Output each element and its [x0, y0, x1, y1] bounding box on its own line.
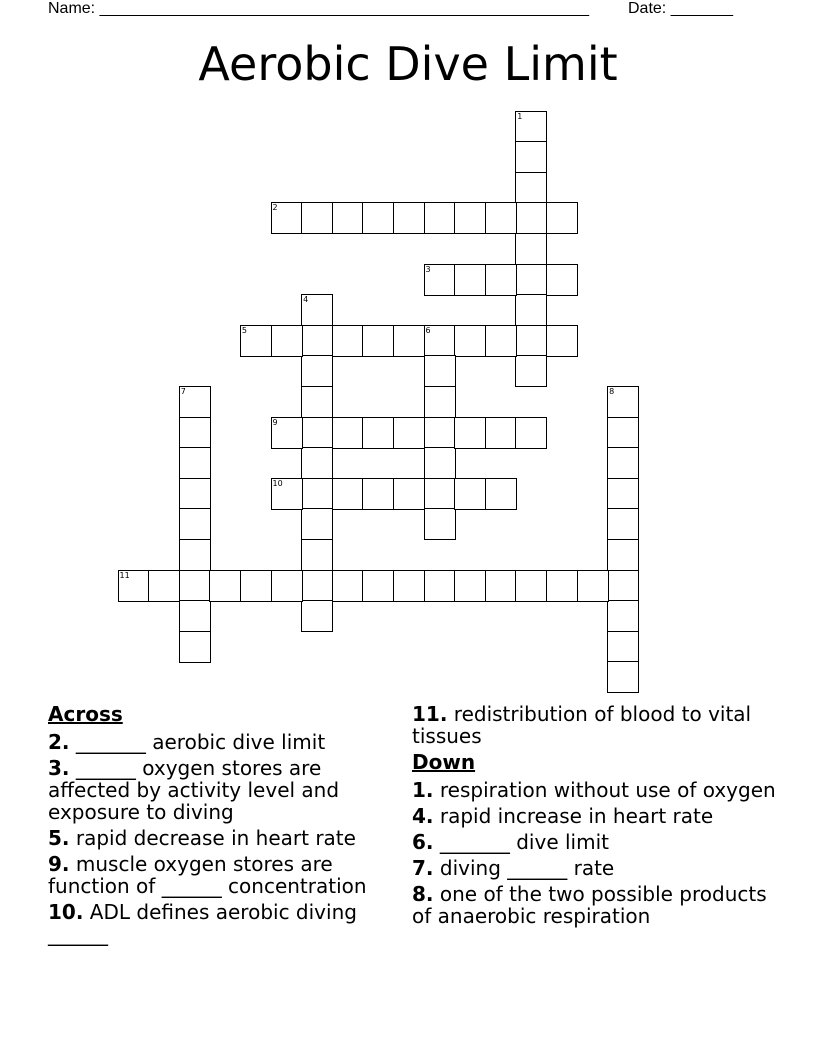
grid-cell[interactable]	[240, 570, 272, 602]
clue-number-label: 2	[272, 203, 278, 213]
grid-cell[interactable]	[515, 264, 547, 296]
grid-cell[interactable]	[148, 570, 180, 602]
grid-cell[interactable]	[424, 478, 456, 510]
grid-cell[interactable]	[271, 417, 303, 449]
grid-cell[interactable]	[424, 570, 456, 602]
puzzle-title: Aerobic Dive Limit	[198, 37, 618, 91]
grid-cell[interactable]	[515, 294, 547, 326]
grid-cell[interactable]	[301, 447, 333, 479]
clue-text: _______ dive limit	[439, 830, 609, 854]
grid-cell[interactable]	[240, 325, 272, 357]
clue-number-label: 7	[180, 386, 186, 396]
grid-cell[interactable]	[607, 417, 639, 449]
clue-text: rapid increase in heart rate	[439, 804, 714, 828]
clue-down-1	[412, 779, 782, 801]
grid-cell[interactable]	[515, 325, 547, 357]
grid-cell[interactable]	[515, 141, 547, 173]
grid-cell[interactable]	[485, 325, 517, 357]
clue-text: ADL defines aerobic diving ______	[48, 900, 357, 946]
clue-text: ______ oxygen stores are affected by activity level and exposure to diving	[48, 756, 340, 824]
clue-number: 10.	[48, 900, 84, 924]
grid-cell[interactable]	[271, 202, 303, 234]
clue-across-10	[48, 901, 393, 945]
grid-cell[interactable]	[301, 539, 333, 571]
grid-cell[interactable]	[362, 417, 394, 449]
grid-cell[interactable]	[454, 417, 486, 449]
clue-number-label: 11	[119, 570, 130, 580]
clue-down-4	[412, 805, 782, 827]
grid-cell[interactable]	[179, 386, 211, 418]
grid-cell[interactable]	[546, 202, 578, 234]
grid-cell[interactable]	[118, 570, 150, 602]
grid-cell[interactable]	[301, 600, 333, 632]
grid-cell[interactable]	[454, 325, 486, 357]
clue-across-5	[48, 827, 393, 849]
clue-number-label: 8	[609, 386, 615, 396]
date-field[interactable]: Date: _______	[628, 0, 733, 17]
clue-number: 7.	[412, 856, 434, 880]
grid-cell[interactable]	[271, 570, 303, 602]
grid-cell[interactable]	[485, 478, 517, 510]
grid-cell[interactable]	[393, 325, 425, 357]
clue-text: muscle oxygen stores are function of ______ concentration	[48, 852, 367, 898]
grid-cell[interactable]	[424, 447, 456, 479]
grid-cell[interactable]	[301, 508, 333, 540]
grid-cell[interactable]	[332, 202, 364, 234]
clue-text: diving ______ rate	[439, 856, 615, 880]
grid-cell[interactable]	[607, 447, 639, 479]
grid-cell[interactable]	[179, 508, 211, 540]
grid-cell[interactable]	[607, 631, 639, 663]
grid-cell[interactable]	[607, 478, 639, 510]
grid-cell[interactable]	[485, 202, 517, 234]
grid-cell[interactable]	[179, 447, 211, 479]
clue-number: 2.	[48, 730, 70, 754]
clue-across-2	[48, 731, 393, 753]
clue-down-7	[412, 857, 782, 879]
grid-cell[interactable]	[607, 600, 639, 632]
grid-cell[interactable]	[454, 202, 486, 234]
grid-cell[interactable]	[301, 355, 333, 387]
clue-number-label: 10	[272, 478, 283, 488]
clue-number-label: 6	[425, 325, 431, 335]
grid-cell[interactable]	[393, 202, 425, 234]
grid-cell[interactable]	[271, 325, 303, 357]
clue-number: 8.	[412, 882, 434, 906]
grid-cell[interactable]	[179, 478, 211, 510]
grid-cell[interactable]	[301, 478, 333, 510]
grid-cell[interactable]	[515, 172, 547, 204]
grid-cell[interactable]	[515, 355, 547, 387]
grid-cell[interactable]	[271, 478, 303, 510]
grid-cell[interactable]	[362, 202, 394, 234]
grid-cell[interactable]	[424, 355, 456, 387]
grid-cell[interactable]	[209, 570, 241, 602]
grid-cell[interactable]	[485, 264, 517, 296]
name-field[interactable]: Name: _______________________________________________________	[48, 0, 589, 17]
clues-right-column	[412, 703, 782, 931]
grid-cell[interactable]	[515, 570, 547, 602]
grid-cell[interactable]	[362, 570, 394, 602]
grid-cell[interactable]	[515, 233, 547, 265]
clue-text: one of the two possible products of anaerobic respiration	[412, 882, 767, 928]
clue-text: respiration without use of oxygen	[439, 778, 776, 802]
clue-number: 3.	[48, 756, 70, 780]
grid-cell[interactable]	[424, 264, 456, 296]
down-heading: Down	[412, 750, 476, 774]
clue-across-9	[48, 853, 393, 897]
grid-cell[interactable]	[607, 539, 639, 571]
grid-cell[interactable]	[607, 508, 639, 540]
grid-cell[interactable]	[362, 478, 394, 510]
grid-cell[interactable]	[179, 600, 211, 632]
grid-cell[interactable]	[424, 508, 456, 540]
grid-cell[interactable]	[301, 294, 333, 326]
grid-cell[interactable]	[179, 417, 211, 449]
grid-cell[interactable]	[546, 264, 578, 296]
grid-cell[interactable]	[424, 386, 456, 418]
grid-cell[interactable]	[362, 325, 394, 357]
grid-cell[interactable]	[454, 570, 486, 602]
grid-cell[interactable]	[332, 478, 364, 510]
clue-number-label: 5	[241, 325, 247, 335]
grid-cell[interactable]	[179, 539, 211, 571]
grid-cell[interactable]	[515, 202, 547, 234]
grid-cell[interactable]	[454, 264, 486, 296]
across-heading: Across	[48, 702, 123, 726]
clue-down-6	[412, 831, 782, 853]
grid-cell[interactable]	[485, 417, 517, 449]
clue-text: _______ aerobic dive limit	[75, 730, 326, 754]
clue-number: 11.	[412, 702, 448, 726]
grid-cell[interactable]	[301, 386, 333, 418]
grid-cell[interactable]	[301, 325, 333, 357]
grid-cell[interactable]	[393, 570, 425, 602]
clues-left-column	[48, 703, 393, 949]
grid-cell[interactable]	[393, 478, 425, 510]
clue-down-8	[412, 883, 782, 927]
grid-cell[interactable]	[179, 631, 211, 663]
grid-cell[interactable]	[424, 202, 456, 234]
grid-cell[interactable]	[546, 325, 578, 357]
grid-cell[interactable]	[424, 325, 456, 357]
clue-number: 4.	[412, 804, 434, 828]
grid-cell[interactable]	[301, 202, 333, 234]
clue-across-3	[48, 757, 393, 823]
clue-number-label: 9	[272, 417, 278, 427]
grid-cell[interactable]	[454, 478, 486, 510]
grid-cell[interactable]	[515, 111, 547, 143]
grid-cell[interactable]	[424, 417, 456, 449]
clue-number: 1.	[412, 778, 434, 802]
grid-cell[interactable]	[485, 570, 517, 602]
grid-cell[interactable]	[577, 570, 609, 602]
grid-cell[interactable]	[607, 570, 639, 602]
grid-cell[interactable]	[607, 661, 639, 693]
clue-number-label: 3	[425, 264, 431, 274]
clue-number: 9.	[48, 852, 70, 876]
clue-number: 6.	[412, 830, 434, 854]
clue-number: 5.	[48, 826, 70, 850]
grid-cell[interactable]	[393, 417, 425, 449]
grid-cell[interactable]	[332, 570, 364, 602]
grid-cell[interactable]	[515, 417, 547, 449]
clue-number-label: 4	[303, 295, 309, 305]
clue-text: redistribution of blood to vital tissues	[412, 702, 752, 748]
grid-cell[interactable]	[301, 417, 333, 449]
grid-cell[interactable]	[546, 570, 578, 602]
grid-cell[interactable]	[607, 386, 639, 418]
clue-text: rapid decrease in heart rate	[75, 826, 356, 850]
clue-across-11	[412, 703, 782, 747]
clue-number-label: 1	[517, 111, 523, 121]
grid-cell[interactable]	[332, 417, 364, 449]
grid-cell[interactable]	[301, 570, 333, 602]
grid-cell[interactable]	[332, 325, 364, 357]
grid-cell[interactable]	[179, 570, 211, 602]
